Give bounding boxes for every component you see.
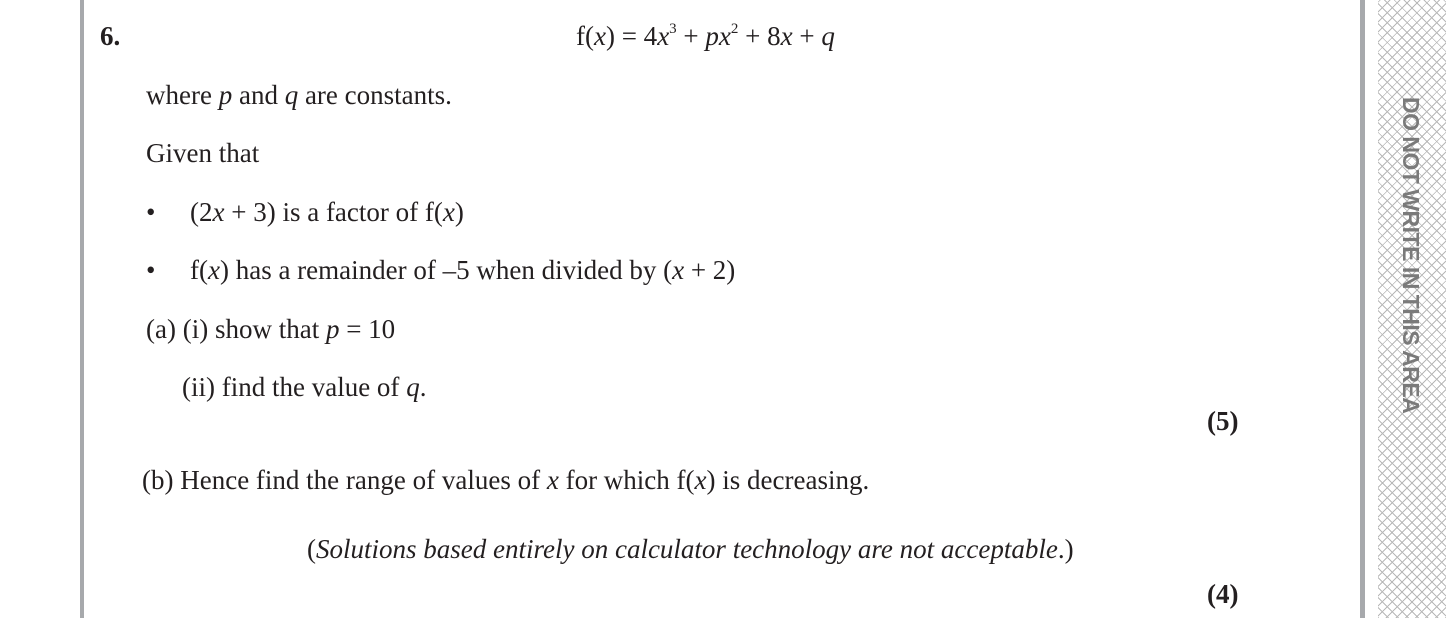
calculator-note: (Solutions based entirely on calculator technology are not acceptable.): [307, 534, 1074, 564]
bullet-symbol: •: [146, 255, 156, 285]
part-a-ii: (ii) find the value of q.: [182, 372, 427, 402]
margin-warning-text: DO NOT WRITE IN THIS AREA: [1398, 97, 1424, 414]
given-that-label: Given that: [146, 138, 260, 168]
part-a-i: (a) (i) show that p = 10: [146, 314, 396, 344]
left-margin-rule: [80, 0, 84, 618]
part-a-marks: (5): [1207, 406, 1239, 436]
part-b: (b) Hence find the range of values of x for which f(x) is decreasing.: [142, 465, 870, 495]
part-b-marks: (4): [1207, 579, 1239, 609]
right-margin-rule: [1360, 0, 1365, 618]
bullet-symbol: •: [146, 197, 156, 227]
bullet-remainder-condition: f(x) has a remainder of –5 when divided by (x + 2): [190, 255, 736, 285]
question-equation: $f(x) = 4x^3 + px^2 + 8x + q$: [576, 21, 835, 51]
constants-statement: where p and q are constants.: [146, 80, 452, 110]
question-number: 6.: [100, 21, 121, 51]
bullet-factor-condition: (2x + 3) is a factor of f(x): [190, 197, 464, 227]
